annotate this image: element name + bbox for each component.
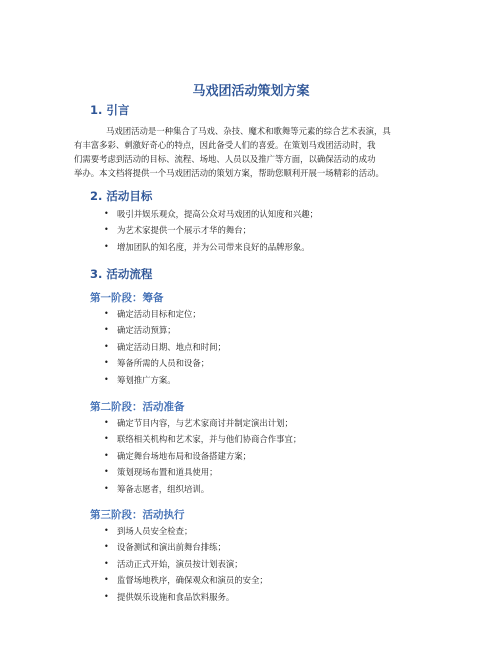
list-item — [104, 372, 226, 388]
list-item-text: 吸引并娱乐观众，提高公众对马戏团的认知度和兴趣； — [117, 209, 318, 219]
list-item-text: 确定活动目标和定位； — [117, 309, 201, 319]
bullet-icon: • — [104, 309, 109, 318]
list-item — [104, 523, 268, 539]
list-item-text: 确定活动预算； — [117, 325, 176, 336]
phase-heading-2: 第二阶段：活动准备 — [90, 401, 185, 413]
list-item-text: 活动正式开始，演员按计划表演； — [117, 558, 243, 569]
list-item — [104, 239, 318, 255]
list-item-text: 确定舞台场地布局和设备搭建方案； — [117, 450, 251, 461]
bullet-icon: • — [104, 483, 109, 493]
list-item-text: 设备测试和演出前舞台排练； — [117, 542, 226, 553]
intro-line: 马戏团活动是一种集合了马戏、杂技、魔术和歌舞等元素的综合艺术表演，具 — [106, 126, 391, 136]
phase-heading-3: 第三阶段：活动执行 — [90, 509, 185, 521]
list-item-text: 提供娱乐设施和食品饮料服务。 — [117, 591, 235, 602]
bullet-icon: • — [104, 467, 109, 477]
bullet-icon: • — [104, 241, 109, 251]
section-heading-process: 3. 活动流程 — [90, 267, 153, 281]
phase-1-list — [104, 306, 226, 388]
bullet-icon: • — [104, 325, 109, 335]
list-item-text: 监督场地秩序，确保观众和演员的安全； — [117, 575, 268, 586]
list-item-text: 联络相关机构和艺术家，并与他们协商合作事宜； — [117, 434, 302, 445]
bullet-icon: • — [104, 418, 109, 427]
goals-list — [104, 206, 318, 255]
bullet-icon: • — [104, 225, 109, 235]
list-item — [104, 306, 226, 322]
list-item — [104, 431, 301, 447]
list-item-text: 策划现场布置和道具使用； — [117, 467, 218, 478]
section-heading-intro: 1. 引言 — [90, 103, 130, 117]
list-item-text: 增加团队的知名度，并为公司带来良好的品牌形象。 — [117, 241, 310, 252]
list-item-text: 筹划推广方案。 — [117, 374, 176, 385]
list-item — [104, 556, 268, 572]
bullet-icon: • — [104, 526, 109, 535]
bullet-icon: • — [104, 450, 109, 460]
list-item — [104, 415, 301, 431]
list-item-text: 确定节目内容，与艺术家商讨并制定演出计划； — [117, 418, 293, 428]
list-item — [104, 322, 226, 338]
list-item — [104, 539, 268, 555]
intro-paragraph — [74, 124, 412, 180]
list-item-text: 到场人员安全检查； — [117, 526, 193, 536]
bullet-icon: • — [104, 558, 109, 568]
bullet-icon: • — [104, 374, 109, 384]
bullet-icon: • — [104, 591, 109, 601]
phase-2-list — [104, 415, 301, 497]
phase-3-list — [104, 523, 268, 605]
bullet-icon: • — [104, 542, 109, 552]
document-title: 马戏团活动策划方案 — [192, 84, 310, 99]
section-heading-goals: 2. 活动目标 — [90, 189, 153, 203]
list-item — [104, 355, 226, 371]
list-item-text: 确定活动日期、地点和时间； — [117, 341, 226, 352]
list-item — [104, 339, 226, 355]
list-item — [104, 222, 318, 238]
intro-line: 有丰富多彩、刺激好奇心的特点，因此备受人们的喜爱。在策划马戏团活动时，我 — [74, 140, 376, 150]
bullet-icon: • — [104, 575, 109, 585]
list-item-text: 筹备志愿者，组织培训。 — [117, 483, 210, 494]
bullet-icon: • — [104, 358, 109, 368]
phase-heading-1: 第一阶段：筹备 — [90, 292, 164, 304]
list-item — [104, 206, 318, 222]
list-item-text: 筹备所需的人员和设备； — [117, 358, 210, 369]
bullet-icon: • — [104, 434, 109, 444]
list-item-text: 为艺术家提供一个展示才华的舞台； — [117, 225, 251, 236]
list-item — [104, 481, 301, 497]
intro-line: 们需要考虑到活动的目标、流程、场地、人员以及推广等方面，以确保活动的成功 — [74, 154, 376, 164]
list-item — [104, 464, 301, 480]
list-item — [104, 448, 301, 464]
list-item — [104, 572, 268, 588]
bullet-icon: • — [104, 209, 109, 218]
intro-line: 举办。本文档将提供一个马戏团活动的策划方案，帮助您顺利开展一场精彩的活动。 — [74, 168, 384, 178]
bullet-icon: • — [104, 341, 109, 351]
list-item — [104, 589, 268, 605]
